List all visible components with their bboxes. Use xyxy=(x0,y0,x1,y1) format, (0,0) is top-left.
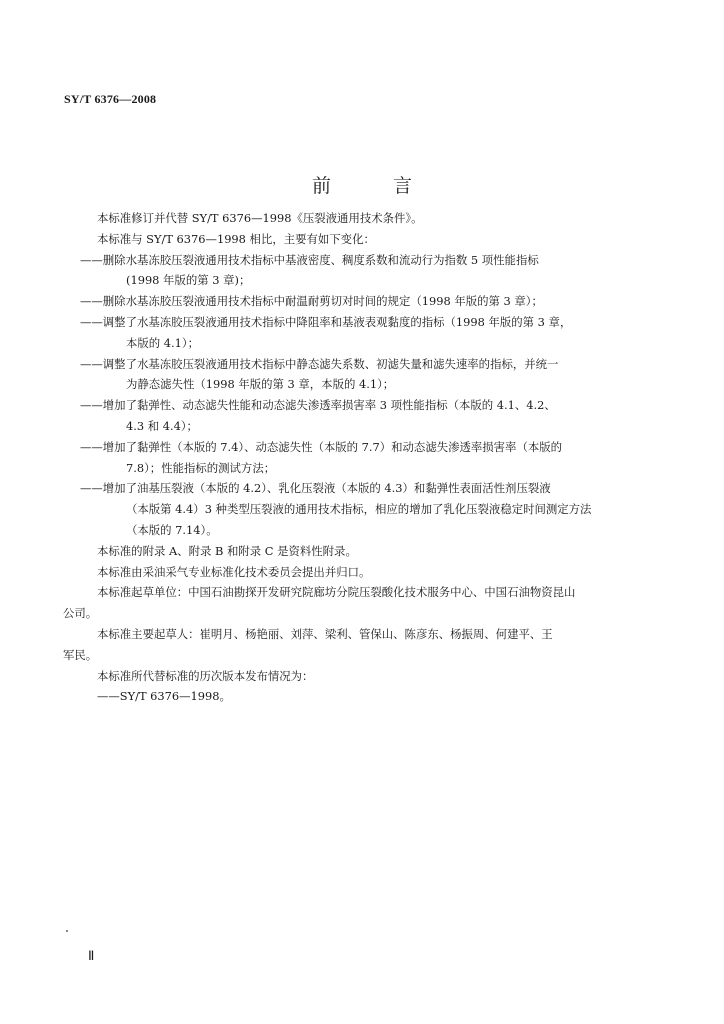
page-number: Ⅱ xyxy=(88,948,95,963)
standard-code: SY/T 6376—2008 xyxy=(64,92,157,106)
change-item-line: ——增加了黏弹性（本版的 7.4）、动态滤失性（本版的 7.7）和动态滤失渗透率损害率（本版的 xyxy=(80,439,563,454)
change-item-continuation: (1998 年版的第 3 章)； xyxy=(126,273,251,288)
change-item-continuation: 4.3 和 4.4）； xyxy=(126,418,198,433)
change-item-line: ——增加了油基压裂液（本版的 4.2）、乳化压裂液（本版的 4.3）和黏弹性表面活性剂压裂液 xyxy=(80,481,551,496)
change-item-line: ——调整了水基冻胶压裂液通用技术指标中静态滤失系数、初滤失量和滤失速率的指标，并统一 xyxy=(80,356,559,371)
change-item-line: ——调整了水基冻胶压裂液通用技术指标中降阻率和基液表观黏度的指标（1998 年版的第 3 章， xyxy=(80,314,572,329)
paragraph-line: 本标准由采油采气专业标准化技术委员会提出并归口。 xyxy=(97,564,371,579)
paragraph-line: 本标准所代替标准的历次版本发布情况为： xyxy=(97,668,314,683)
change-item-line: ——SY/T 6376—1998。 xyxy=(97,689,231,704)
preface-body xyxy=(63,208,660,707)
change-item-continuation: 7.8）；性能指标的测试方法； xyxy=(126,460,276,475)
change-item-line: ——增加了黏弹性、动态滤失性能和动态滤失渗透率损害率 3 项性能指标（本版的 4.1、4.2、 xyxy=(80,398,556,413)
paragraph-continuation: 军民。 xyxy=(63,647,98,662)
change-item-continuation: 本版的 4.1）； xyxy=(126,335,199,350)
change-item-continuation: （本版的 7.14）。 xyxy=(126,522,218,537)
change-item-line: ——删除水基冻胶压裂液通用技术指标中基液密度、稠度系数和流动行为指数 5 项性能指标 xyxy=(80,252,539,267)
change-item-line: ——删除水基冻胶压裂液通用技术指标中耐温耐剪切对时间的规定（1998 年版的第 3 章）； xyxy=(80,294,543,309)
paragraph-line: 本标准修订并代替 SY/T 6376—1998《压裂液通用技术条件》。 xyxy=(97,211,423,225)
page-title: 前 言 xyxy=(311,174,441,197)
change-item-continuation: 为静态滤失性（1998 年版的第 3 章，本版的 4.1）； xyxy=(126,377,395,392)
paragraph-line: 本标准与 SY/T 6376—1998 相比，主要有如下变化： xyxy=(97,231,375,246)
scan-speck xyxy=(66,930,68,932)
change-item-continuation: （本版第 4.4）3 种类型压裂液的通用技术指标，相应的增加了乳化压裂液稳定时间测定方法 xyxy=(126,502,592,517)
paragraph-line: 本标准主要起草人：崔明月、杨艳丽、刘萍、梁利、管保山、陈彦东、杨振周、何建平、王 xyxy=(97,626,553,641)
paragraph-line: 本标准的附录 A、附录 B 和附录 C 是资料性附录。 xyxy=(97,543,357,558)
paragraph-continuation: 公司。 xyxy=(63,606,98,621)
paragraph-line: 本标准起草单位：中国石油勘探开发研究院廊坊分院压裂酸化技术服务中心、中国石油物资昆山 xyxy=(97,585,576,600)
